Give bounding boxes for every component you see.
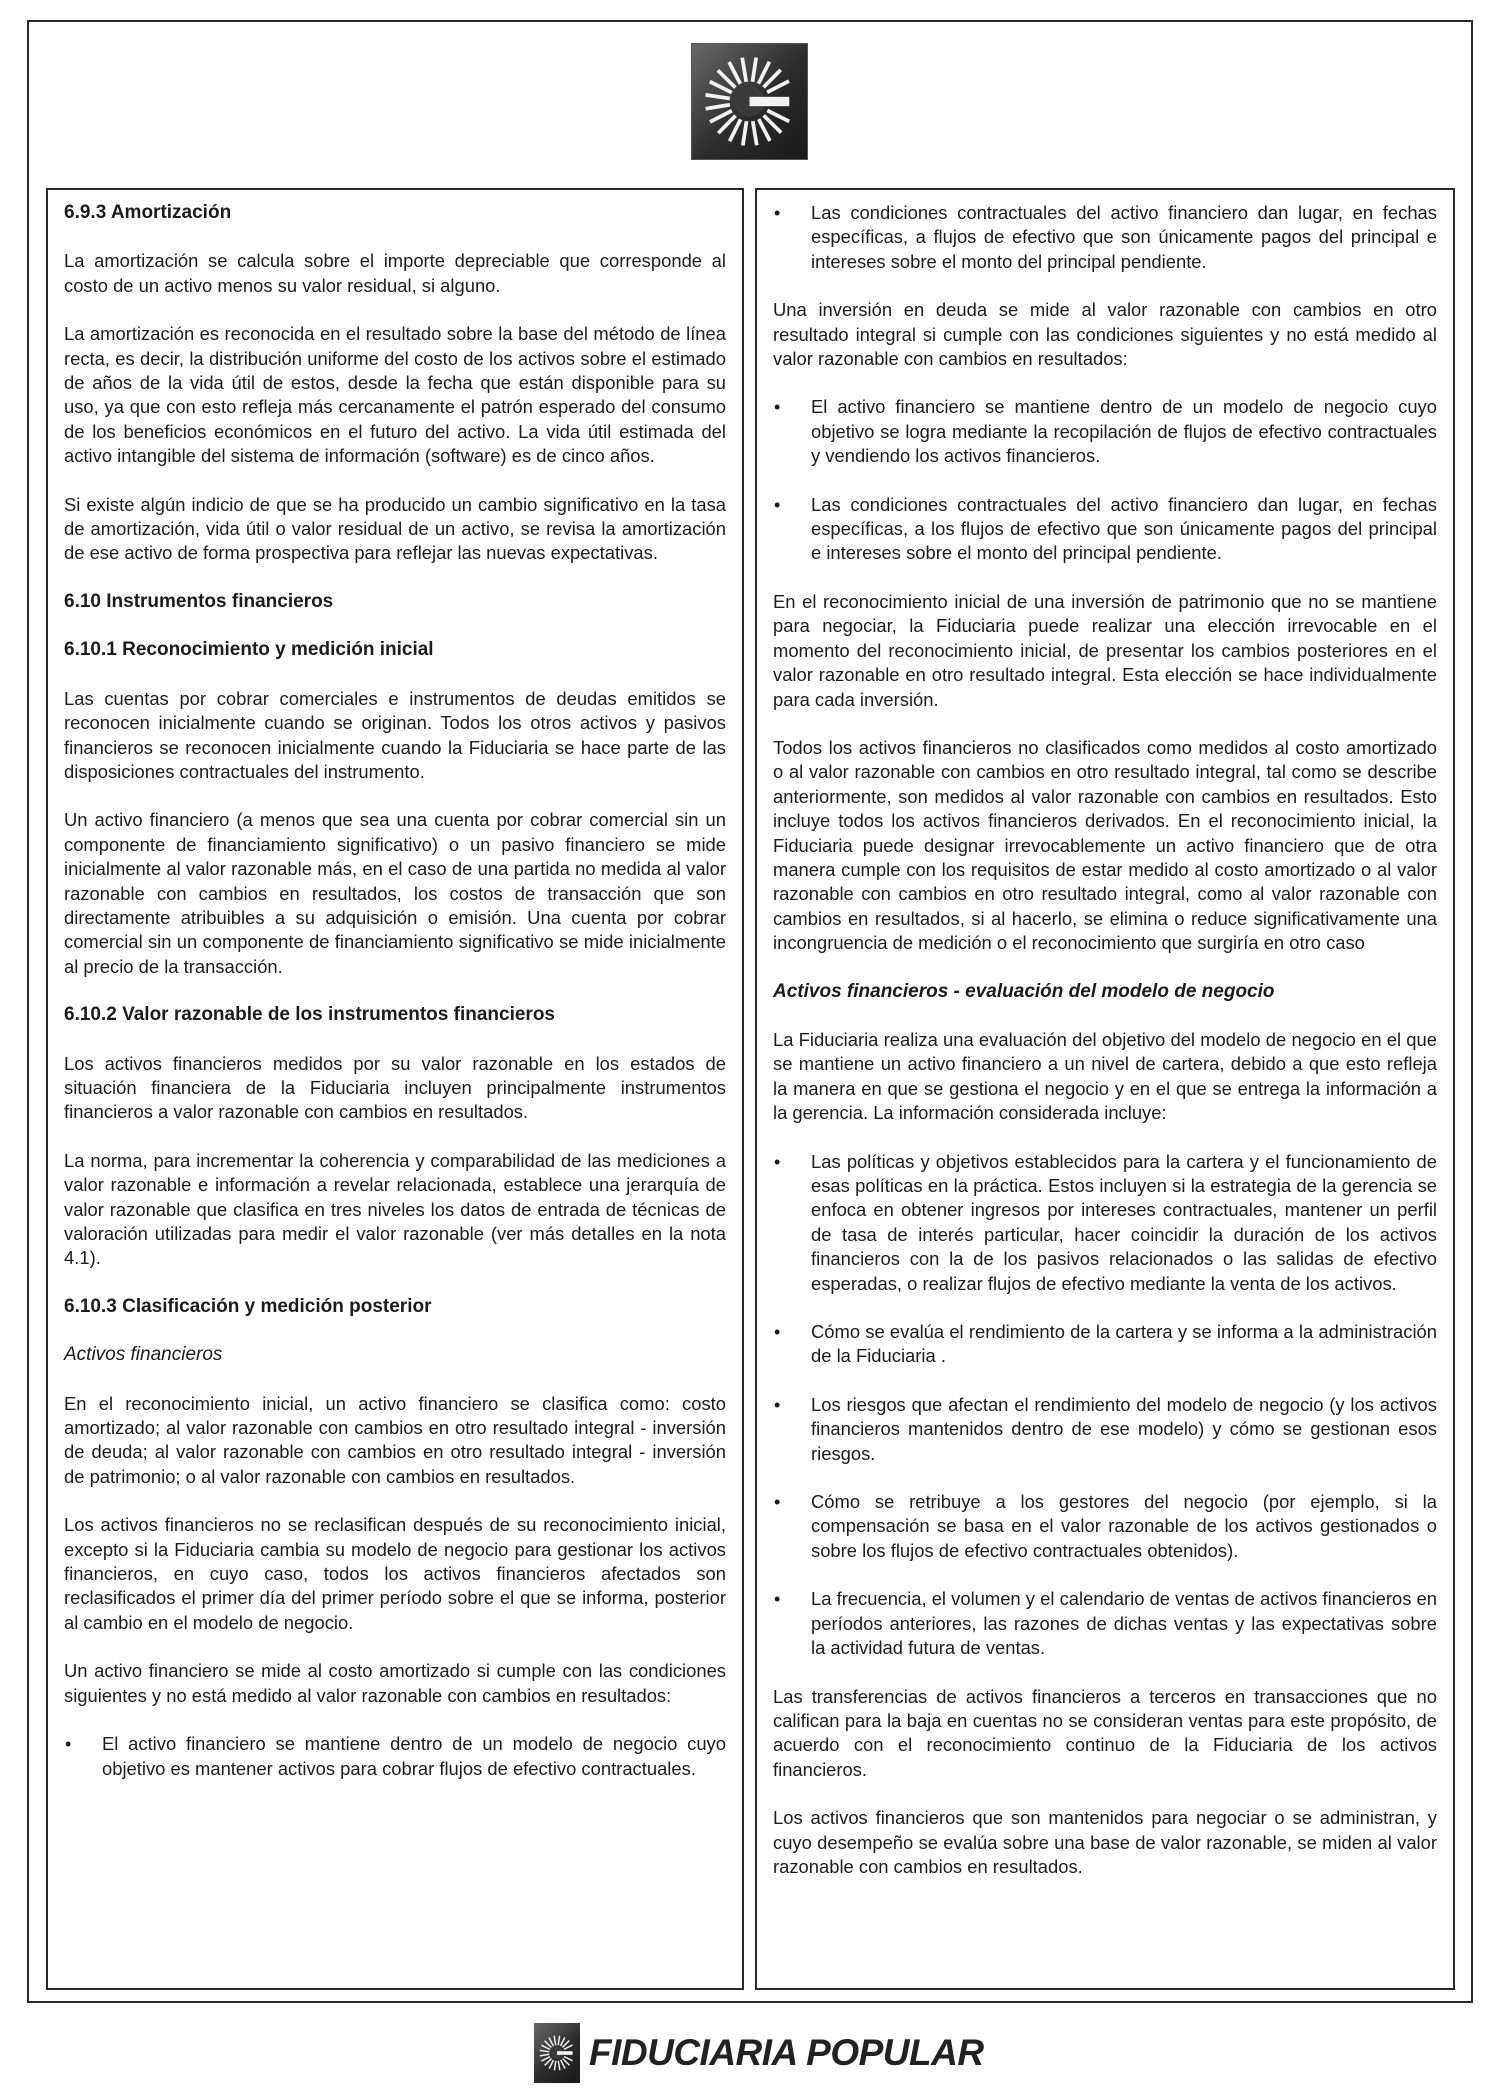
list-item: • Los riesgos que afectan el rendimiento del modelo de negocio (y los activos financieros mantenidos dentro de ese modelo) y cómo se gestionan esos riesgos. (773, 1393, 1437, 1466)
list-item: • Las condiciones contractuales del activo financiero dan lugar, en fechas específicas, a flujos de efectivo que son únicamente pagos del principal e intereses sobre el monto del principal pendiente. (773, 201, 1437, 274)
list-item: • La frecuencia, el volumen y el calendario de ventas de activos financieros en períodos anteriores, las razones de dichas ventas y las expectativas sobre la actividad futura de ventas. (773, 1587, 1437, 1660)
paragraph: La amortización se calcula sobre el importe depreciable que corresponde al costo de un activo menos su valor residual, si alguno. (64, 250, 726, 296)
logo-ray (540, 2054, 550, 2056)
paragraph: Los activos financieros medidos por su valor razonable en los estados de situación financiera de la Fiduciaria incluyen principalmente instrumentos financieros a valor razonable con cambios en resultados. (64, 1052, 726, 1123)
bullet-list (773, 201, 1437, 274)
paragraph: La amortización es reconocida en el resultado sobre la base del método de línea recta, es decir, la distribución uniforme del costo de los activos sobre el estimado de años de la vida útil de estos, desde la fecha que están disponible para su uso, ya que con esto refleja más cercanamente el patrón esperado del consumo de los beneficios económicos en el futuro del activo. La vida útil estimada del activo intangible del sistema de información (software) es de cinco años. (64, 323, 726, 467)
subheading-activos-financieros: Activos financieros (64, 1344, 223, 1366)
logo-ray (706, 105, 730, 109)
list-item: • Las condiciones contractuales del activo financiero dan lugar, en fechas específicas, a los flujos de efectivo que son únicamente pagos del principal e intereses sobre el monto del principal pendiente. (773, 493, 1437, 566)
list-item: • El activo financiero se mantiene dentro de un modelo de negocio cuyo objetivo es mantener activos para cobrar flujos de efectivo contractuales. (64, 1732, 726, 1781)
paragraph: Los activos financieros que son mantenidos para negociar o se administran, y cuyo desempeño se evalúa sobre una base de valor razonable, se miden al valor razonable con cambios en resultados. (773, 1807, 1437, 1877)
list-item: • Cómo se evalúa el rendimiento de la cartera y se informa a la administración de la Fiduciaria . (773, 1320, 1437, 1369)
logo-ray (554, 2036, 556, 2046)
left-column (46, 188, 744, 1990)
subheading-evaluacion-modelo: Activos financieros - evaluación del modelo de negocio (773, 980, 1275, 1002)
heading-amortizacion: 6.9.3 Amortización (64, 202, 232, 223)
paragraph: La norma, para incrementar la coherencia y comparabilidad de las mediciones a valor razonable e información a revelar relacionada, establece una jerarquía de valor razonable que clasifica en tres niveles los datos de entrada de técnicas de valoración utilizadas para medir el valor razonable (ver más detalles en la nota 4.1). (64, 1149, 726, 1269)
bullet-list (773, 395, 1437, 565)
logo-ray (752, 58, 756, 82)
logo-ray (742, 58, 746, 82)
bullet-list (773, 1150, 1437, 1661)
right-column (755, 188, 1455, 1990)
paragraph: Si existe algún indicio de que se ha producido un cambio significativo en la tasa de amortización, vida útil o valor residual de un activo, se revisa la amortización de ese activo de forma prospectiva para reflejar las nuevas expectativas. (64, 493, 726, 564)
heading-reconocimiento: 6.10.1 Reconocimiento y medición inicial (64, 639, 434, 661)
logo-ray (540, 2050, 550, 2051)
paragraph: Las cuentas por cobrar comerciales e instrumentos de deudas emitidos se reconocen inicialmente cuando se originan. Todos los otros activos y pasivos financieros se reconocen inicialmente cuando la Fiduciaria se hace parte de las disposiciones contractuales del instrumento. (64, 687, 726, 782)
paragraph: En el reconocimiento inicial, un activo financiero se clasifica como: costo amortizado; al valor razonable con cambios en otro resultado integral - inversión de deuda; al valor razonable con cambios en otro resultado integral - inversión de patrimonio; o al valor razonable con cambios en resultados. (64, 1392, 726, 1487)
paragraph: En el reconocimiento inicial de una inversión de patrimonio que no se mantiene para negociar, la Fiduciaria puede realizar una elección irrevocable en el momento del reconocimiento inicial, de presentar los cambios posteriores en el valor razonable en otro resultado integral. Esta elección se hace individualmente para cada inversión. (773, 590, 1437, 710)
bullet-list (64, 1732, 726, 1781)
logo-emblem-icon (691, 43, 808, 160)
paragraph: Un activo financiero (a menos que sea una cuenta por cobrar comercial sin un componente de financiamiento significativo) o un pasivo financiero se mide inicialmente al valor razonable más, en el caso de una partida no medida al valor razonable con cambios en resultados, los costos de transacción que son directamente atribuibles a su adquisición o emisión. Una cuenta por cobrar comercial sin un componente de financiamiento significativo se mide inicialmente al precio de la transacción. (64, 809, 726, 977)
heading-instrumentos-financieros: 6.10 Instrumentos financieros (64, 590, 334, 612)
company-logo (691, 43, 808, 160)
footer-logo (534, 2023, 580, 2083)
footer (534, 2018, 984, 2088)
logo-ray (706, 95, 730, 99)
paragraph: Todos los activos financieros no clasificados como medidos al costo amortizado o al valor razonable con cambios en otro resultado integral, tal como se describe anteriormente, son medidos al valor razonable con cambios en resultados. Esto incluye todos los activos financieros derivados. En el reconocimiento inicial, la Fiduciaria puede designar irrevocablemente un activo financiero que de otra manera cumple con los requisitos de estar medido al costo amortizado o al valor razonable con cambios en otro resultado integral, como al valor razonable con cambios en resultados, si al hacerlo, se elimina o reduce significativamente una incongruencia de medición o el reconocimiento que surgiría en otro caso (773, 736, 1437, 954)
list-item: • El activo financiero se mantiene dentro de un modelo de negocio cuyo objetivo se logra mediante la recopilación de flujos de efectivo contractuales y vendiendo los activos financieros. (773, 395, 1437, 468)
paragraph: Los activos financieros no se reclasifican después de su reconocimiento inicial, excepto si la Fiduciaria cambia su modelo de negocio para gestionar los activos financieros, en cuyo caso, todos los activos financieros afectados son reclasificados el primer día del primer período sobre el que se informa, posterior al cambio en el modelo de negocio. (64, 1514, 726, 1633)
list-item: • Cómo se retribuye a los gestores del negocio (por ejemplo, si la compensación se basa en el valor razonable de los activos gestionados o sobre los flujos de efectivo contractuales obtenidos). (773, 1490, 1437, 1563)
logo-ray (753, 121, 757, 145)
logo-ray (558, 2036, 559, 2046)
logo-ray (554, 2061, 555, 2071)
paragraph: Una inversión en deuda se mide al valor razonable con cambios en otro resultado integral si cumple con las condiciones siguientes y no está medido al valor razonable con cambios en resultados: (773, 299, 1437, 370)
heading-valor-razonable: 6.10.2 Valor razonable de los instrumentos financieros (64, 1004, 555, 1026)
paragraph: Un activo financiero se mide al costo amortizado si cumple con las condiciones siguientes y no está medido al valor razonable con cambios en resultados: (64, 1660, 726, 1706)
paragraph: La Fiduciaria realiza una evaluación del objetivo del modelo de negocio en el que se mantiene un activo financiero a un nivel de cartera, debido a que esto refleja la manera en que se gestiona el negocio y en el que se entrega la información a la gerencia. La información considerada incluye: (773, 1028, 1437, 1124)
logo-emblem-icon (534, 2023, 580, 2083)
logo-ray (558, 2061, 560, 2071)
logo-ray (743, 121, 747, 145)
list-item: • Las políticas y objetivos establecidos para la cartera y el funcionamiento de esas políticas en la práctica. Estos incluyen si la estrategia de la gerencia se enfoca en obtener ingresos por intereses contractuales, mantener un perfil de tasa de interés particular, hacer coincidir la duración de los activos financieros con la de los pasivos relacionados o las salidas de efectivo esperadas, o realizar flujos de efectivo mediante la venta de los activos. (773, 1150, 1437, 1296)
heading-clasificacion: 6.10.3 Clasificación y medición posterior (64, 1295, 432, 1317)
brand-name: FIDUCIARIA POPULAR (589, 2032, 984, 2073)
paragraph: Las transferencias de activos financieros a terceros en transacciones que no califican para la baja en cuentas no se consideran ventas para este propósito, de acuerdo con el reconocimiento continuo de la Fiduciaria de los activos financieros. (773, 1685, 1437, 1780)
